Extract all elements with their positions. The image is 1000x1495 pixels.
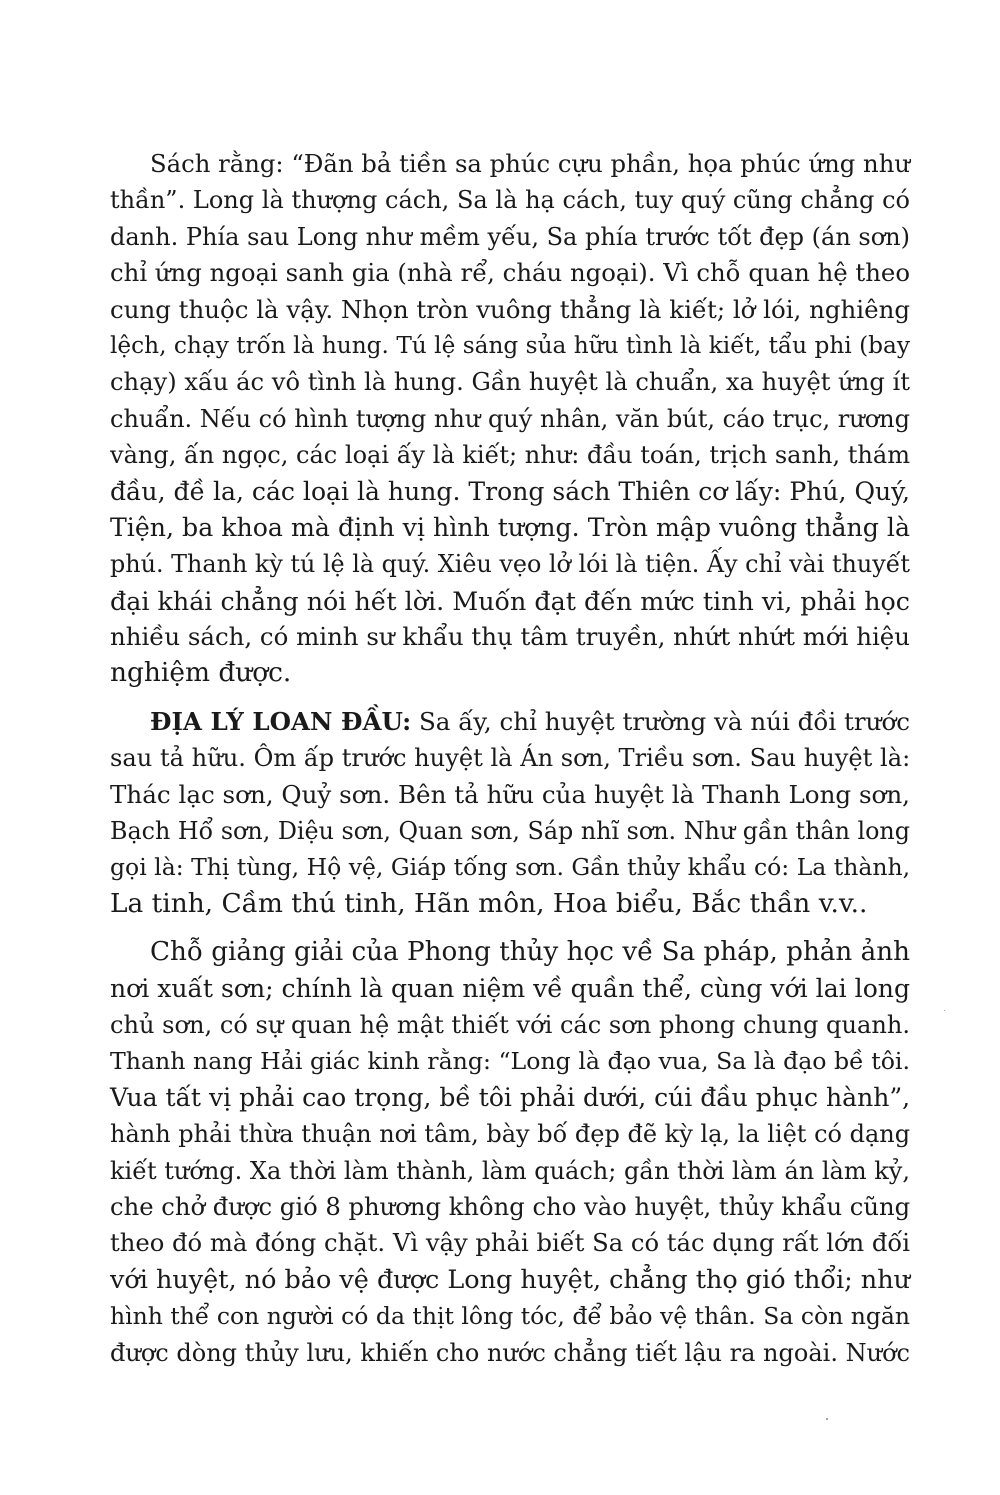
text-line: sau tả hữu. Ôm ấp trước huyệt là Án sơn, Triều sơn. Sau huyệt là:	[110, 744, 911, 773]
text-line: Thác lạc sơn, Quỷ sơn. Bên tả hữu của huyệt là Thanh Long sơn,	[110, 779, 910, 809]
text-line: Tiện, ba khoa mà định vị hình tượng. Tròn mập vuông thẳng là	[110, 512, 910, 542]
text-line: cung thuộc là vậy. Nhọn tròn vuông thẳng là kiết; lở lói, nghiêng	[110, 294, 911, 324]
text-line: gọi là: Thị tùng, Hộ vệ, Giáp tống sơn. Gần thủy khẩu có: La thành,	[110, 853, 911, 882]
text-line: được dòng thủy lưu, khiến cho nước chẳng tiết lậu ra ngoài. Nước	[110, 1338, 911, 1367]
text-line: hình thể con người có da thịt lông tóc, để bảo vệ thân. Sa còn ngăn	[110, 1302, 910, 1331]
paragraph-2	[110, 704, 910, 922]
paragraph-1	[110, 146, 910, 692]
text-line: chạy) xấu ác vô tình là hung. Gần huyệt là chuẩn, xa huyệt ứng ít	[110, 368, 910, 397]
text-line: phú. Thanh kỳ tú lệ là quý. Xiêu vẹo lở lói là tiện. Ấy chỉ vài thuyết	[110, 550, 910, 579]
text-line: đầu, đề la, các loại là hung. Trong sách Thiên cơ lấy: Phú, Quý,	[110, 476, 910, 506]
text-line: kiết tướng. Xa thời làm thành, làm quách; gần thời làm án làm kỷ,	[110, 1156, 910, 1185]
paragraph-3	[110, 934, 910, 1371]
text-line: La tinh, Cầm thú tinh, Hãn môn, Hoa biểu, Bắc thần v.v..	[110, 887, 868, 919]
text-line: Thanh nang Hải giác kinh rằng: “Long là đạo vua, Sa là đạo bề tôi.	[110, 1047, 910, 1076]
text-line: chỉ ứng ngoại sanh gia (nhà rể, cháu ngoại). Vì chỗ quan hệ theo	[110, 258, 910, 288]
section-heading: ĐỊA LÝ LOAN ĐẦU:	[150, 706, 412, 736]
text-line: lệch, chạy trốn là hung. Tú lệ sáng sủa hữu tình là kiết, tẩu phi (bay	[110, 331, 910, 359]
text-line: nhiều sách, có minh sư khẩu thụ tâm truyền, nhứt nhứt mới hiệu	[110, 622, 910, 652]
text-run: Sa ấy, chỉ huyệt trường và núi đồi trước	[411, 706, 910, 736]
scan-speck	[944, 1010, 945, 1011]
scan-speck	[826, 1418, 828, 1420]
text-line: chủ sơn, có sự quan hệ mật thiết với các sơn phong chung quanh.	[110, 1010, 910, 1039]
text-line: đại khái chẳng nói hết lời. Muốn đạt đến mức tinh vi, phải học	[110, 585, 910, 616]
text-line: với huyệt, nó bảo vệ được Long huyệt, chẳng thọ gió thổi; như	[110, 1264, 910, 1295]
text-line: che chở được gió 8 phương không cho vào huyệt, thủy khẩu cũng	[110, 1191, 911, 1221]
text-line: Chỗ giảng giải của Phong thủy học về Sa pháp, phản ảnh	[150, 937, 910, 968]
text-line: hành phải thừa thuận nơi tâm, bày bố đẹp đẽ kỳ lạ, la liệt có dạng	[110, 1120, 911, 1149]
body-text	[110, 146, 910, 1371]
text-line: vàng, ấn ngọc, các loại ấy là kiết; như: đầu toán, trịch sanh, thám	[110, 441, 910, 470]
text-line: danh. Phía sau Long như mềm yếu, Sa phía trước tốt đẹp (án sơn)	[110, 222, 910, 251]
text-line: Vua tất vị phải cao trọng, bề tôi phải dưới, cúi đầu phục hành”,	[110, 1082, 911, 1112]
text-line: Bạch Hổ sơn, Diệu sơn, Quan sơn, Sáp nhĩ sơn. Như gần thân long	[110, 817, 910, 846]
text-line: thần”. Long là thượng cách, Sa là hạ cách, tuy quý cũng chẳng có	[110, 186, 910, 215]
text-line	[110, 704, 910, 740]
text-line: nghiệm được.	[110, 657, 292, 689]
text-line: nơi xuất sơn; chính là quan niệm về quần thể, cùng với lai long	[110, 973, 910, 1003]
text-line: theo đó mà đóng chặt. Vì vậy phải biết Sa có tác dụng rất lớn đối	[110, 1228, 910, 1258]
text-line: chuẩn. Nếu có hình tượng như quý nhân, văn bút, cáo trục, rương	[110, 404, 910, 433]
text-line: Sách rằng: “Đãn bả tiền sa phúc cựu phần, họa phúc ứng như	[150, 149, 910, 178]
